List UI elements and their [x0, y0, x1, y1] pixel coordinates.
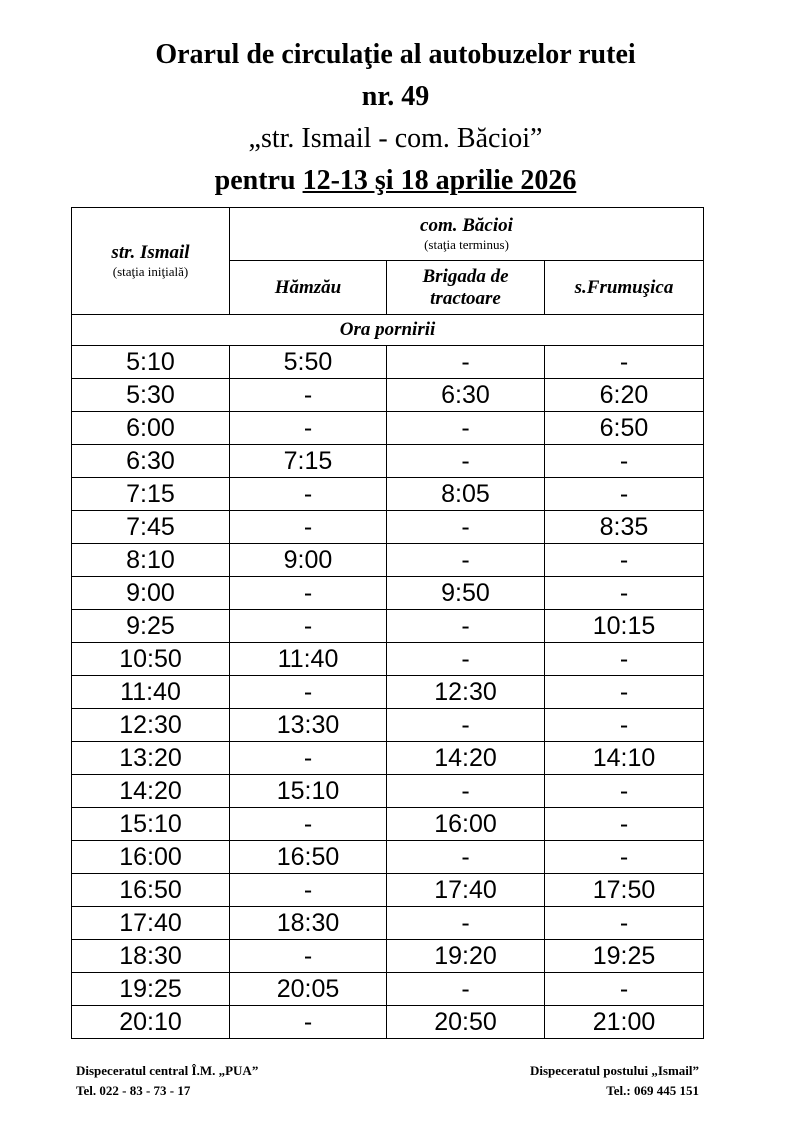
column-header-frumusica: s.Frumuşica [545, 261, 704, 315]
arrival-frumusica-cell: 6:50 [545, 412, 704, 445]
origin-station-note: (staţia iniţială) [112, 264, 189, 279]
table-row [72, 940, 704, 973]
arrival-frumusica-cell: 6:20 [545, 379, 704, 412]
arrival-brigada-cell: - [387, 973, 545, 1006]
central-dispatch-info [76, 1061, 258, 1101]
arrival-hamzau-cell: - [230, 379, 387, 412]
table-row [72, 412, 704, 445]
departure-ismail-cell: 12:30 [72, 709, 230, 742]
dates-prefix: pentru [214, 165, 303, 196]
arrival-brigada-cell: 16:00 [387, 808, 545, 841]
ismail-dispatch-phone: Tel.: 069 445 151 [606, 1083, 699, 1098]
arrival-frumusica-cell: 8:35 [545, 511, 704, 544]
departure-ismail-cell: 20:10 [72, 1006, 230, 1039]
central-dispatch-name: Dispeceratul central Î.M. „PUA” [76, 1063, 259, 1078]
schedule-dates [0, 164, 791, 198]
arrival-hamzau-cell: 13:30 [230, 709, 387, 742]
central-dispatch-phone: Tel. 022 - 83 - 73 - 17 [76, 1083, 191, 1098]
arrival-brigada-cell: 17:40 [387, 874, 545, 907]
arrival-brigada-cell: - [387, 346, 545, 379]
destination-header-cell [230, 208, 704, 261]
arrival-frumusica-cell: - [545, 841, 704, 874]
arrival-brigada-cell: 8:05 [387, 478, 545, 511]
arrival-brigada-cell: 19:20 [387, 940, 545, 973]
departure-ismail-cell: 16:50 [72, 874, 230, 907]
departure-ismail-cell: 7:45 [72, 511, 230, 544]
arrival-frumusica-cell: 14:10 [545, 742, 704, 775]
table-row [72, 577, 704, 610]
arrival-hamzau-cell: - [230, 511, 387, 544]
arrival-hamzau-cell: 16:50 [230, 841, 387, 874]
arrival-frumusica-cell: 19:25 [545, 940, 704, 973]
arrival-brigada-cell: - [387, 511, 545, 544]
arrival-brigada-cell: - [387, 544, 545, 577]
table-row [72, 544, 704, 577]
arrival-hamzau-cell: - [230, 742, 387, 775]
arrival-hamzau-cell: 7:15 [230, 445, 387, 478]
route-number: nr. 49 [361, 81, 430, 112]
table-row [72, 511, 704, 544]
arrival-hamzau-cell: - [230, 676, 387, 709]
departure-ismail-cell: 5:10 [72, 346, 230, 379]
timetable-rows [72, 346, 704, 1039]
table-row [72, 379, 704, 412]
arrival-hamzau-cell: 5:50 [230, 346, 387, 379]
table-row [72, 742, 704, 775]
arrival-brigada-cell: - [387, 445, 545, 478]
dates-value: 12-13 şi 18 aprilie 2026 [302, 165, 577, 196]
arrival-hamzau-cell: 20:05 [230, 973, 387, 1006]
arrival-frumusica-cell: - [545, 346, 704, 379]
timetable [71, 207, 704, 1039]
arrival-frumusica-cell: 17:50 [545, 874, 704, 907]
arrival-hamzau-cell: 15:10 [230, 775, 387, 808]
departure-time-label: Ora pornirii [72, 315, 704, 346]
table-row [72, 709, 704, 742]
arrival-brigada-cell: 6:30 [387, 379, 545, 412]
table-row [72, 874, 704, 907]
departure-ismail-cell: 6:30 [72, 445, 230, 478]
table-row [72, 478, 704, 511]
arrival-hamzau-cell: - [230, 478, 387, 511]
arrival-brigada-cell: - [387, 841, 545, 874]
arrival-brigada-cell: 14:20 [387, 742, 545, 775]
arrival-hamzau-cell: 18:30 [230, 907, 387, 940]
table-row [72, 643, 704, 676]
arrival-frumusica-cell: - [545, 676, 704, 709]
arrival-hamzau-cell: 11:40 [230, 643, 387, 676]
arrival-hamzau-cell: - [230, 610, 387, 643]
departure-ismail-cell: 10:50 [72, 643, 230, 676]
arrival-frumusica-cell: - [545, 478, 704, 511]
departure-ismail-cell: 13:20 [72, 742, 230, 775]
arrival-brigada-cell: 20:50 [387, 1006, 545, 1039]
arrival-hamzau-cell: - [230, 874, 387, 907]
arrival-brigada-cell: - [387, 412, 545, 445]
column-header-brigada: Brigada de tractoare [387, 261, 545, 315]
arrival-brigada-cell: - [387, 610, 545, 643]
departure-ismail-cell: 7:15 [72, 478, 230, 511]
arrival-hamzau-cell: 9:00 [230, 544, 387, 577]
ismail-dispatch-name: Dispeceratul postului „Ismail” [529, 1063, 699, 1078]
arrival-hamzau-cell: - [230, 412, 387, 445]
arrival-frumusica-cell: - [545, 973, 704, 1006]
departure-ismail-cell: 9:00 [72, 577, 230, 610]
schedule-title: Orarul de circulaţie al autobuzelor rutei [155, 39, 636, 70]
ismail-dispatch-info [530, 1061, 699, 1101]
arrival-frumusica-cell: - [545, 907, 704, 940]
arrival-brigada-cell: 12:30 [387, 676, 545, 709]
destination-name: com. Băcioi [420, 215, 513, 236]
arrival-hamzau-cell: - [230, 940, 387, 973]
origin-station-name: str. Ismail [111, 242, 190, 263]
departure-ismail-cell: 15:10 [72, 808, 230, 841]
arrival-brigada-cell: - [387, 775, 545, 808]
table-row [72, 808, 704, 841]
table-row [72, 1006, 704, 1039]
route-name: „str. Ismail - com. Băcioi” [248, 123, 543, 154]
table-row [72, 775, 704, 808]
arrival-frumusica-cell: - [545, 445, 704, 478]
arrival-brigada-cell: - [387, 907, 545, 940]
destination-note: (staţia terminus) [424, 237, 509, 252]
arrival-frumusica-cell: 21:00 [545, 1006, 704, 1039]
arrival-frumusica-cell: - [545, 808, 704, 841]
table-row [72, 346, 704, 379]
table-row [72, 676, 704, 709]
departure-ismail-cell: 8:10 [72, 544, 230, 577]
table-row [72, 907, 704, 940]
arrival-hamzau-cell: - [230, 577, 387, 610]
departure-ismail-cell: 18:30 [72, 940, 230, 973]
departure-ismail-cell: 19:25 [72, 973, 230, 1006]
arrival-brigada-cell: - [387, 643, 545, 676]
departure-ismail-cell: 11:40 [72, 676, 230, 709]
departure-ismail-cell: 9:25 [72, 610, 230, 643]
arrival-frumusica-cell: - [545, 577, 704, 610]
arrival-frumusica-cell: 10:15 [545, 610, 704, 643]
origin-header-cell [72, 208, 230, 315]
arrival-frumusica-cell: - [545, 709, 704, 742]
arrival-brigada-cell: - [387, 709, 545, 742]
table-row [72, 445, 704, 478]
table-row [72, 610, 704, 643]
arrival-hamzau-cell: - [230, 1006, 387, 1039]
table-row [72, 841, 704, 874]
departure-ismail-cell: 5:30 [72, 379, 230, 412]
departure-ismail-cell: 14:20 [72, 775, 230, 808]
arrival-brigada-cell: 9:50 [387, 577, 545, 610]
table-row [72, 973, 704, 1006]
column-header-hamzau: Hămzău [230, 261, 387, 315]
departure-ismail-cell: 17:40 [72, 907, 230, 940]
departure-ismail-cell: 16:00 [72, 841, 230, 874]
arrival-frumusica-cell: - [545, 775, 704, 808]
departure-ismail-cell: 6:00 [72, 412, 230, 445]
arrival-frumusica-cell: - [545, 643, 704, 676]
arrival-frumusica-cell: - [545, 544, 704, 577]
arrival-hamzau-cell: - [230, 808, 387, 841]
